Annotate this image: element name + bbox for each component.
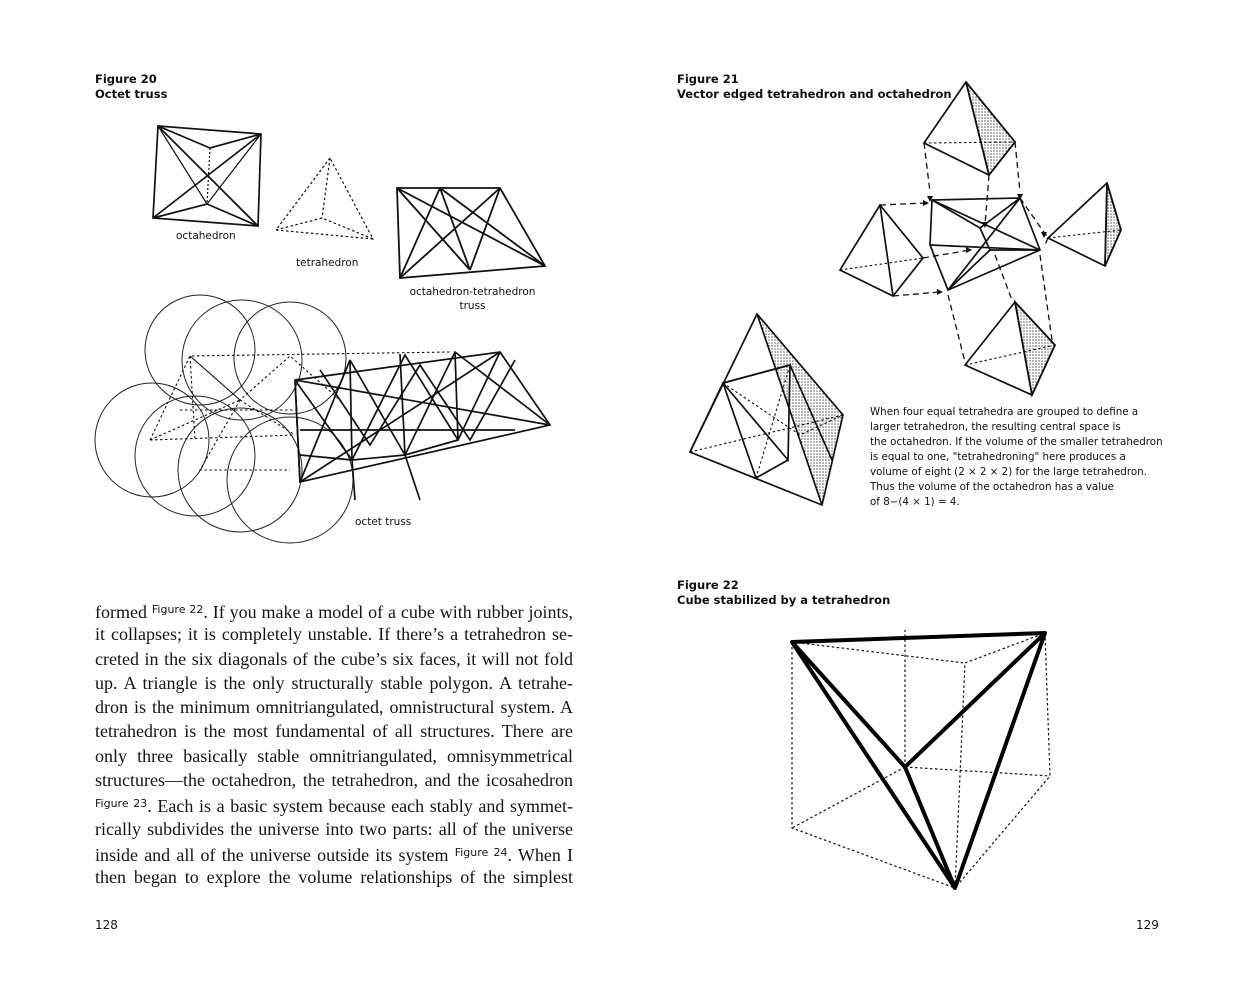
caption-octet-truss: octet truss (355, 516, 412, 528)
figure-21-label (677, 72, 952, 102)
figure-23-reference: Figure 23 (95, 797, 148, 811)
figure-22-cube (792, 630, 1050, 888)
note-line-4: is equal to one, "tetrahedroning" here produces a (870, 451, 1126, 463)
figure-21-title: Vector edged tetrahedron and octahedron (677, 87, 952, 101)
figure-22-title: Cube stabilized by a tetrahedron (677, 593, 891, 607)
figure-21-left-tetra (840, 205, 923, 296)
caption-tetrahedron: tetrahedron (296, 257, 359, 269)
octahedron-drawing (153, 126, 261, 226)
octet-truss-spheres (95, 295, 353, 543)
caption-oct-tet-truss-line1: octahedron-tetrahedron (409, 286, 536, 298)
tetrahedron-drawing (276, 158, 373, 239)
caption-oct-tet-truss (400, 285, 545, 313)
figure-24-reference: Figure 24 (454, 845, 508, 859)
figure-20-title: Octet truss (95, 87, 168, 101)
body-line-7: only three basically stable omnitriangulated, omnisymmetrical (95, 745, 573, 766)
body-line-10: rically subdivides the universe into two parts: all of the universe (95, 818, 573, 839)
figure-21-number: Figure 21 (677, 72, 739, 86)
figure-22-label (677, 578, 890, 608)
figure-22-tetrahedron (792, 633, 1045, 888)
body-line-1b: . If you make a model of a cube with rubber joints, (203, 602, 573, 622)
body-line-11a: inside and all of the universe outside its system (95, 844, 449, 865)
body-line-11 (95, 841, 573, 865)
figure-21-note (870, 405, 1170, 510)
page-number-right: 129 (1136, 918, 1159, 932)
figure-22-number: Figure 22 (677, 578, 739, 592)
note-line-6: Thus the volume of the octahedron has a value (870, 481, 1114, 493)
body-text (95, 598, 573, 890)
body-line-8: structures—the octahedron, the tetrahedron, and the icosahedron (95, 770, 573, 791)
note-line-7: of 8−(4 × 1) = 4. (870, 496, 960, 508)
body-line-6: tetrahedron is the most fundamental of all structures. There are (95, 721, 573, 742)
figure-22-reference: Figure 22 (151, 603, 204, 616)
body-line-12: then began to explore the volume relationships of the simplest (95, 867, 573, 888)
body-line-9b: . Each is a basic system because each stably and symmet- (147, 796, 573, 817)
figure-20-number: Figure 20 (95, 72, 157, 86)
note-line-3: the octahedron. If the volume of the smaller tetrahedron (870, 436, 1163, 448)
body-line-2: it collapses; it is completely unstable. If there’s a tetrahedron se- (95, 624, 573, 645)
body-line-4: up. A triangle is the only structurally stable polygon. A tetrahe- (95, 672, 573, 693)
oct-tet-truss-drawing (397, 188, 545, 278)
note-line-2: larger tetrahedron, the resulting central space is (870, 421, 1121, 433)
page-number-left: 128 (95, 918, 118, 932)
note-line-1: When four equal tetrahedra are grouped to define a (870, 406, 1139, 418)
octet-truss-solid (295, 352, 550, 500)
body-line-1 (95, 598, 573, 622)
figure-21-octahedron (930, 198, 1040, 290)
body-line-3: creted in the six diagonals of the cube’s six faces, it will not fold (95, 648, 573, 669)
body-line-5: dron is the minimum omnitriangulated, omnistructural system. A (95, 697, 573, 718)
body-line-1a: formed (95, 602, 147, 622)
note-line-5: volume of eight (2 × 2 × 2) for the large tetrahedron. (870, 466, 1147, 478)
caption-oct-tet-truss-line2: truss (459, 300, 486, 312)
figure-21-bottom-tetra (965, 302, 1055, 395)
caption-octahedron: octahedron (176, 230, 236, 242)
body-line-11b: . When I (507, 844, 573, 865)
body-line-9 (95, 792, 573, 816)
figure-21-right-tetra (1048, 183, 1121, 266)
figure-21-large-tetrahedron (690, 314, 843, 505)
